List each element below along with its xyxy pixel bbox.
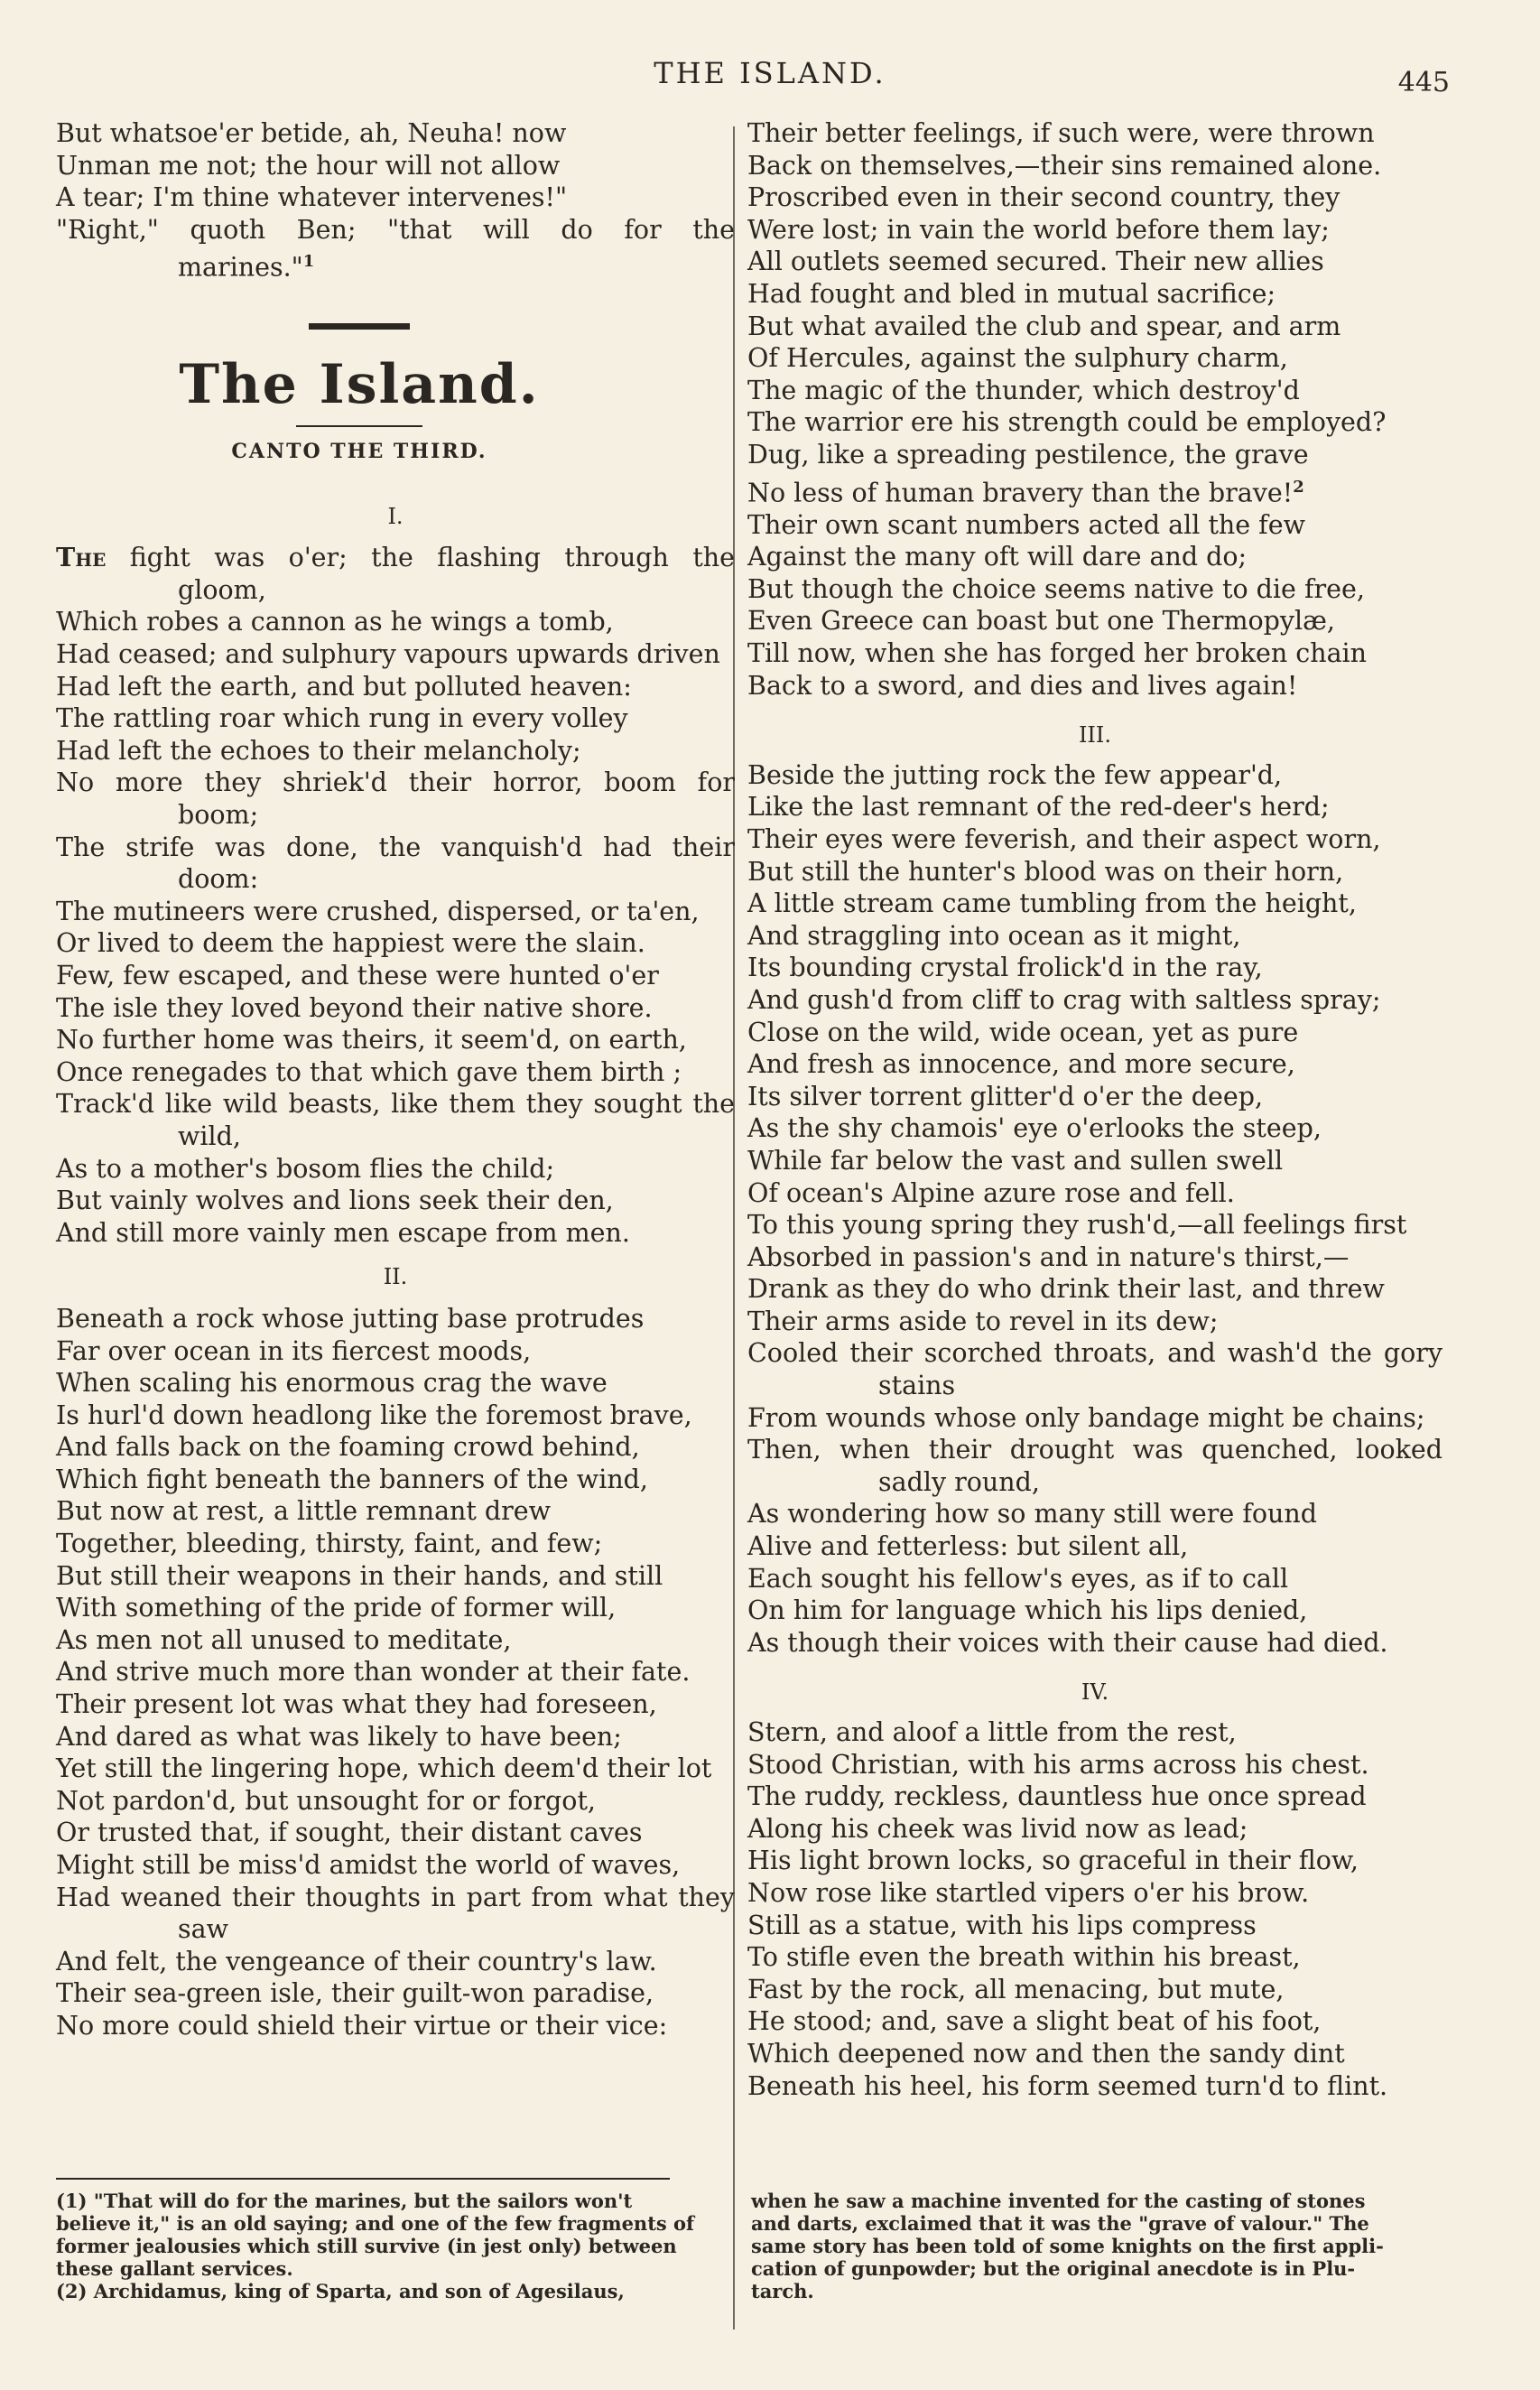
poem-line: No more they shriek'd their horror, boom for — [56, 767, 735, 798]
canto-heading: CANTO THE THIRD. — [231, 440, 487, 464]
footnote-line: believe it," is an old saying; and one of the few fragments of — [56, 2212, 695, 2235]
poem-line: Their eyes were feverish, and their aspect worn, — [747, 823, 1381, 854]
poem-line: The rattling roar which rung in every volley — [56, 703, 628, 734]
poem-line: Then, when their drought was quenched, looked — [747, 1435, 1443, 1465]
poem-line: Stood Christian, with his arms across his chest. — [747, 1749, 1369, 1780]
poem-line: And dared as what was likely to have been; — [56, 1721, 622, 1752]
poem-line: Might still be miss'd amidst the world of waves, — [56, 1850, 681, 1880]
poem-line: No further home was theirs, it seem'd, on earth, — [56, 1025, 687, 1056]
footnotes-right — [751, 2190, 1424, 2302]
footnote-line: cation of gunpowder; but the original anecdote is in Plu- — [751, 2257, 1356, 2280]
poem-line: But what availed the club and spear, and arm — [747, 311, 1341, 341]
poem-line: And straggling into ocean as it might, — [747, 920, 1241, 951]
poem-line: Of Hercules, against the sulphury charm, — [747, 343, 1288, 374]
poem-line: sadly round, — [878, 1466, 1040, 1497]
poem-line: Once renegades to that which gave them birth ; — [56, 1056, 682, 1087]
poem-line: But still the hunter's blood was on their horn, — [747, 856, 1344, 887]
running-head: THE ISLAND. — [654, 56, 886, 90]
poem-line: Is hurl'd down headlong like the foremost brave, — [56, 1400, 692, 1430]
first-word: The — [56, 542, 107, 573]
poem-line: Of ocean's Alpine azure rose and fell. — [747, 1177, 1235, 1208]
poem-line: stains — [878, 1371, 956, 1401]
poem-line: No more could shield their virtue or their vice: — [56, 2010, 668, 2041]
poem-line: Yet still the lingering hope, which deem'd their lot — [56, 1753, 712, 1784]
poem-line: But vainly wolves and lions seek their den, — [56, 1186, 614, 1216]
poem-line: The ruddy, reckless, dauntless hue once spread — [747, 1781, 1367, 1812]
poem-line: As wondering how so many still were found — [747, 1499, 1317, 1530]
poem-line: Or lived to deem the happiest were the slain. — [56, 928, 645, 959]
poem-line: And falls back on the foaming crowd behind, — [56, 1432, 640, 1463]
poem-line: A little stream came tumbling from the height, — [747, 888, 1357, 919]
poem-line: Along his cheek was livid now as lead; — [747, 1813, 1248, 1844]
poem-line: Absorbed in passion's and in nature's thirst,— — [747, 1241, 1350, 1272]
poem-line: A tear; I'm thine whatever intervenes!" — [56, 182, 568, 213]
section-rule — [309, 323, 410, 330]
poem-line: As the shy chamois' eye o'erlooks the steep, — [747, 1113, 1322, 1144]
poem-line: And fresh as innocence, and more secure, — [747, 1049, 1295, 1080]
poem-line: Proscribed even in their second country, they — [747, 182, 1341, 213]
stanza-numeral: III. — [1078, 722, 1112, 749]
poem-line: Had fought and bled in mutual sacrifice; — [747, 278, 1276, 309]
poem-line: The mutineers were crushed, dispersed, or ta'en, — [56, 896, 700, 926]
title-rule — [296, 425, 422, 427]
footnote-line: same story has been told of some knights on the first appli- — [751, 2235, 1384, 2257]
footnote-line: (2) Archidamus, king of Sparta, and son of Agesilaus, — [56, 2280, 625, 2302]
poem-line: On him for language which his lips denied, — [747, 1595, 1308, 1626]
poem-line: To stifle even the breath within his breast, — [747, 1942, 1301, 1973]
poem-line: Far over ocean in its fiercest moods, — [56, 1335, 532, 1366]
footnote-line: these gallant services. — [56, 2257, 293, 2280]
poem-line: Even Greece can boast but one Thermopylæ, — [747, 606, 1335, 637]
poem-line: He stood; and, save a slight beat of his foot, — [747, 2006, 1322, 2037]
poem-line: All outlets seemed secured. Their new allies — [747, 246, 1324, 277]
poem-line: Which robes a cannon as he wings a tomb, — [56, 607, 614, 637]
footnote-ref: 2 — [1293, 477, 1304, 497]
poem-line: Their own scant numbers acted all the few — [747, 509, 1305, 540]
poem-line: Had left the echoes to their melancholy; — [56, 735, 581, 766]
poem-line: boom; — [178, 800, 259, 830]
poem-line: Which fight beneath the banners of the wind, — [56, 1464, 648, 1494]
poem-line: The fight was o'er; the flashing through the — [56, 542, 735, 573]
poem-line: But still their weapons in their hands, and still — [56, 1560, 663, 1591]
poem-line: Had weaned their thoughts in part from what they — [56, 1882, 735, 1912]
footnote-line: former jealousies which still survive (in jest only) between — [56, 2235, 677, 2257]
poem-line: Had left the earth, and but polluted heaven: — [56, 671, 632, 702]
poem-line: Back to a sword, and dies and lives again! — [747, 670, 1298, 701]
poem-line: Track'd like wild beasts, like them they sought the — [56, 1089, 735, 1120]
poem-line: Were lost; in vain the world before them lay; — [747, 214, 1330, 245]
poem-line: When scaling his enormous crag the wave — [56, 1368, 608, 1399]
footnote-line: when he saw a machine invented for the casting of stones — [751, 2190, 1366, 2212]
poem-line: Till now, when she has forged her broken chain — [747, 638, 1368, 668]
poem-line: gloom, — [178, 574, 266, 605]
stanza-numeral: I. — [387, 503, 404, 529]
poem-line: Or trusted that, if sought, their distant caves — [56, 1818, 643, 1848]
poem-line: Dug, like a spreading pestilence, the grave — [747, 439, 1309, 470]
poem-line: With something of the pride of former will, — [56, 1593, 617, 1623]
poem-line: doom: — [178, 864, 259, 895]
poem-line: While far below the vast and sullen swell — [747, 1145, 1284, 1176]
poem-line: Close on the wild, wide ocean, yet as pure — [747, 1017, 1299, 1047]
poem-line: Unman me not; the hour will not allow — [56, 150, 561, 181]
right-column — [747, 117, 1443, 2102]
page-number: 445 — [1397, 67, 1450, 98]
poem-line: And still more vainly men escape from men. — [56, 1217, 630, 1248]
footnote-rule — [56, 2178, 670, 2180]
poem-line: Now rose like startled vipers o'er his brow. — [747, 1877, 1310, 1908]
stanza-numeral: II. — [383, 1264, 408, 1290]
footnote-line: and darts, exclaimed that it was the "grave of valour." The — [751, 2212, 1369, 2235]
poem-line: As to a mother's bosom flies the child; — [56, 1153, 555, 1184]
poem-line: marines."$^1$ — [178, 252, 315, 283]
poem-line: From wounds whose only bandage might be chains; — [747, 1402, 1425, 1433]
poem-line: Fast by the rock, all menacing, but mute, — [747, 1974, 1285, 2004]
poem-line: Drank as they do who drink their last, and threw — [747, 1274, 1385, 1305]
poem-line: Stern, and aloof a little from the rest, — [747, 1717, 1237, 1747]
poem-line: As men not all unused to meditate, — [56, 1624, 512, 1655]
poem-line: Cooled their scorched throats, and wash'd the gory — [747, 1338, 1443, 1369]
poem-line: And gush'd from cliff to crag with saltless spray; — [747, 984, 1381, 1015]
section-title: The Island. — [179, 353, 540, 417]
poem-line: But though the choice seems native to die free, — [747, 573, 1365, 604]
poem-line: Like the last remnant of the red-deer's herd; — [747, 792, 1330, 823]
poem-line: The warrior ere his strength could be employed? — [747, 407, 1387, 438]
poem-line: Alive and fetterless: but silent all, — [747, 1531, 1189, 1562]
poem-line: Against the many oft will dare and do; — [747, 542, 1248, 572]
poem-line: Which deepened now and then the sandy dint — [747, 2038, 1345, 2069]
left-column — [56, 117, 735, 2042]
poem-line: Beside the jutting rock the few appear'd, — [747, 759, 1283, 790]
poem-line: As though their voices with their cause had died. — [747, 1627, 1388, 1658]
poem-line: His light brown locks, so graceful in their flow, — [747, 1846, 1359, 1876]
poem-line: Beneath his heel, his form seemed turn'd to flint. — [747, 2070, 1388, 2101]
poem-line: Few, few escaped, and these were hunted o'er — [56, 960, 659, 990]
poem-line: No less of human bravery than the brave!$^2$ — [747, 477, 1304, 508]
poem-line: Their better feelings, if such were, were thrown — [747, 118, 1375, 148]
stanza-numeral: IV. — [1081, 1679, 1109, 1706]
poem-line: But now at rest, a little remnant drew — [56, 1496, 552, 1527]
poem-line: To this young spring they rush'd,—all feelings first — [747, 1210, 1407, 1241]
poem-line: The magic of the thunder, which destroy'd — [747, 375, 1300, 405]
poem-line: Its bounding crystal frolick'd in the ray, — [747, 953, 1263, 983]
footnote-ref: 1 — [302, 252, 315, 272]
poem-line: The strife was done, the vanquish'd had their — [56, 832, 735, 862]
poem-line: Still as a statue, with his lips compress — [747, 1910, 1257, 1940]
poem-line: Had ceased; and sulphury vapours upwards driven — [56, 639, 720, 670]
footnote-line: tarch. — [751, 2280, 814, 2302]
poem-line: saw — [178, 1914, 229, 1945]
poem-line: wild, — [178, 1121, 241, 1151]
poem-line: The isle they loved beyond their native shore. — [56, 992, 653, 1023]
footnote-line: (1) "That will do for the marines, but the sailors won't — [56, 2190, 633, 2212]
poem-line: Its silver torrent glitter'd o'er the deep, — [747, 1081, 1264, 1111]
poem-line: And felt, the vengeance of their country's law. — [56, 1946, 657, 1976]
poem-line: But whatsoe'er betide, ah, Neuha! now — [56, 118, 567, 148]
poem-line: Their sea-green isle, their guilt-won paradise, — [56, 1978, 654, 2009]
poem-line: Together, bleeding, thirsty, faint, and few; — [56, 1529, 603, 1559]
poem-line: Beneath a rock whose jutting base protrudes — [56, 1303, 645, 1334]
footnotes-left — [56, 2190, 724, 2302]
poem-line: And strive much more than wonder at their fate. — [56, 1657, 691, 1688]
poem-line: "Right," quoth Ben; "that will do for the — [56, 214, 735, 245]
poem-line: Each sought his fellow's eyes, as if to call — [747, 1563, 1289, 1594]
poem-line: Their present lot was what they had foreseen, — [56, 1689, 657, 1720]
poem-line: Back on themselves,—their sins remained alone. — [747, 150, 1382, 181]
poem-line: Their arms aside to revel in its dew; — [747, 1306, 1219, 1336]
poem-line: Not pardon'd, but unsought for or forgot, — [56, 1785, 596, 1816]
